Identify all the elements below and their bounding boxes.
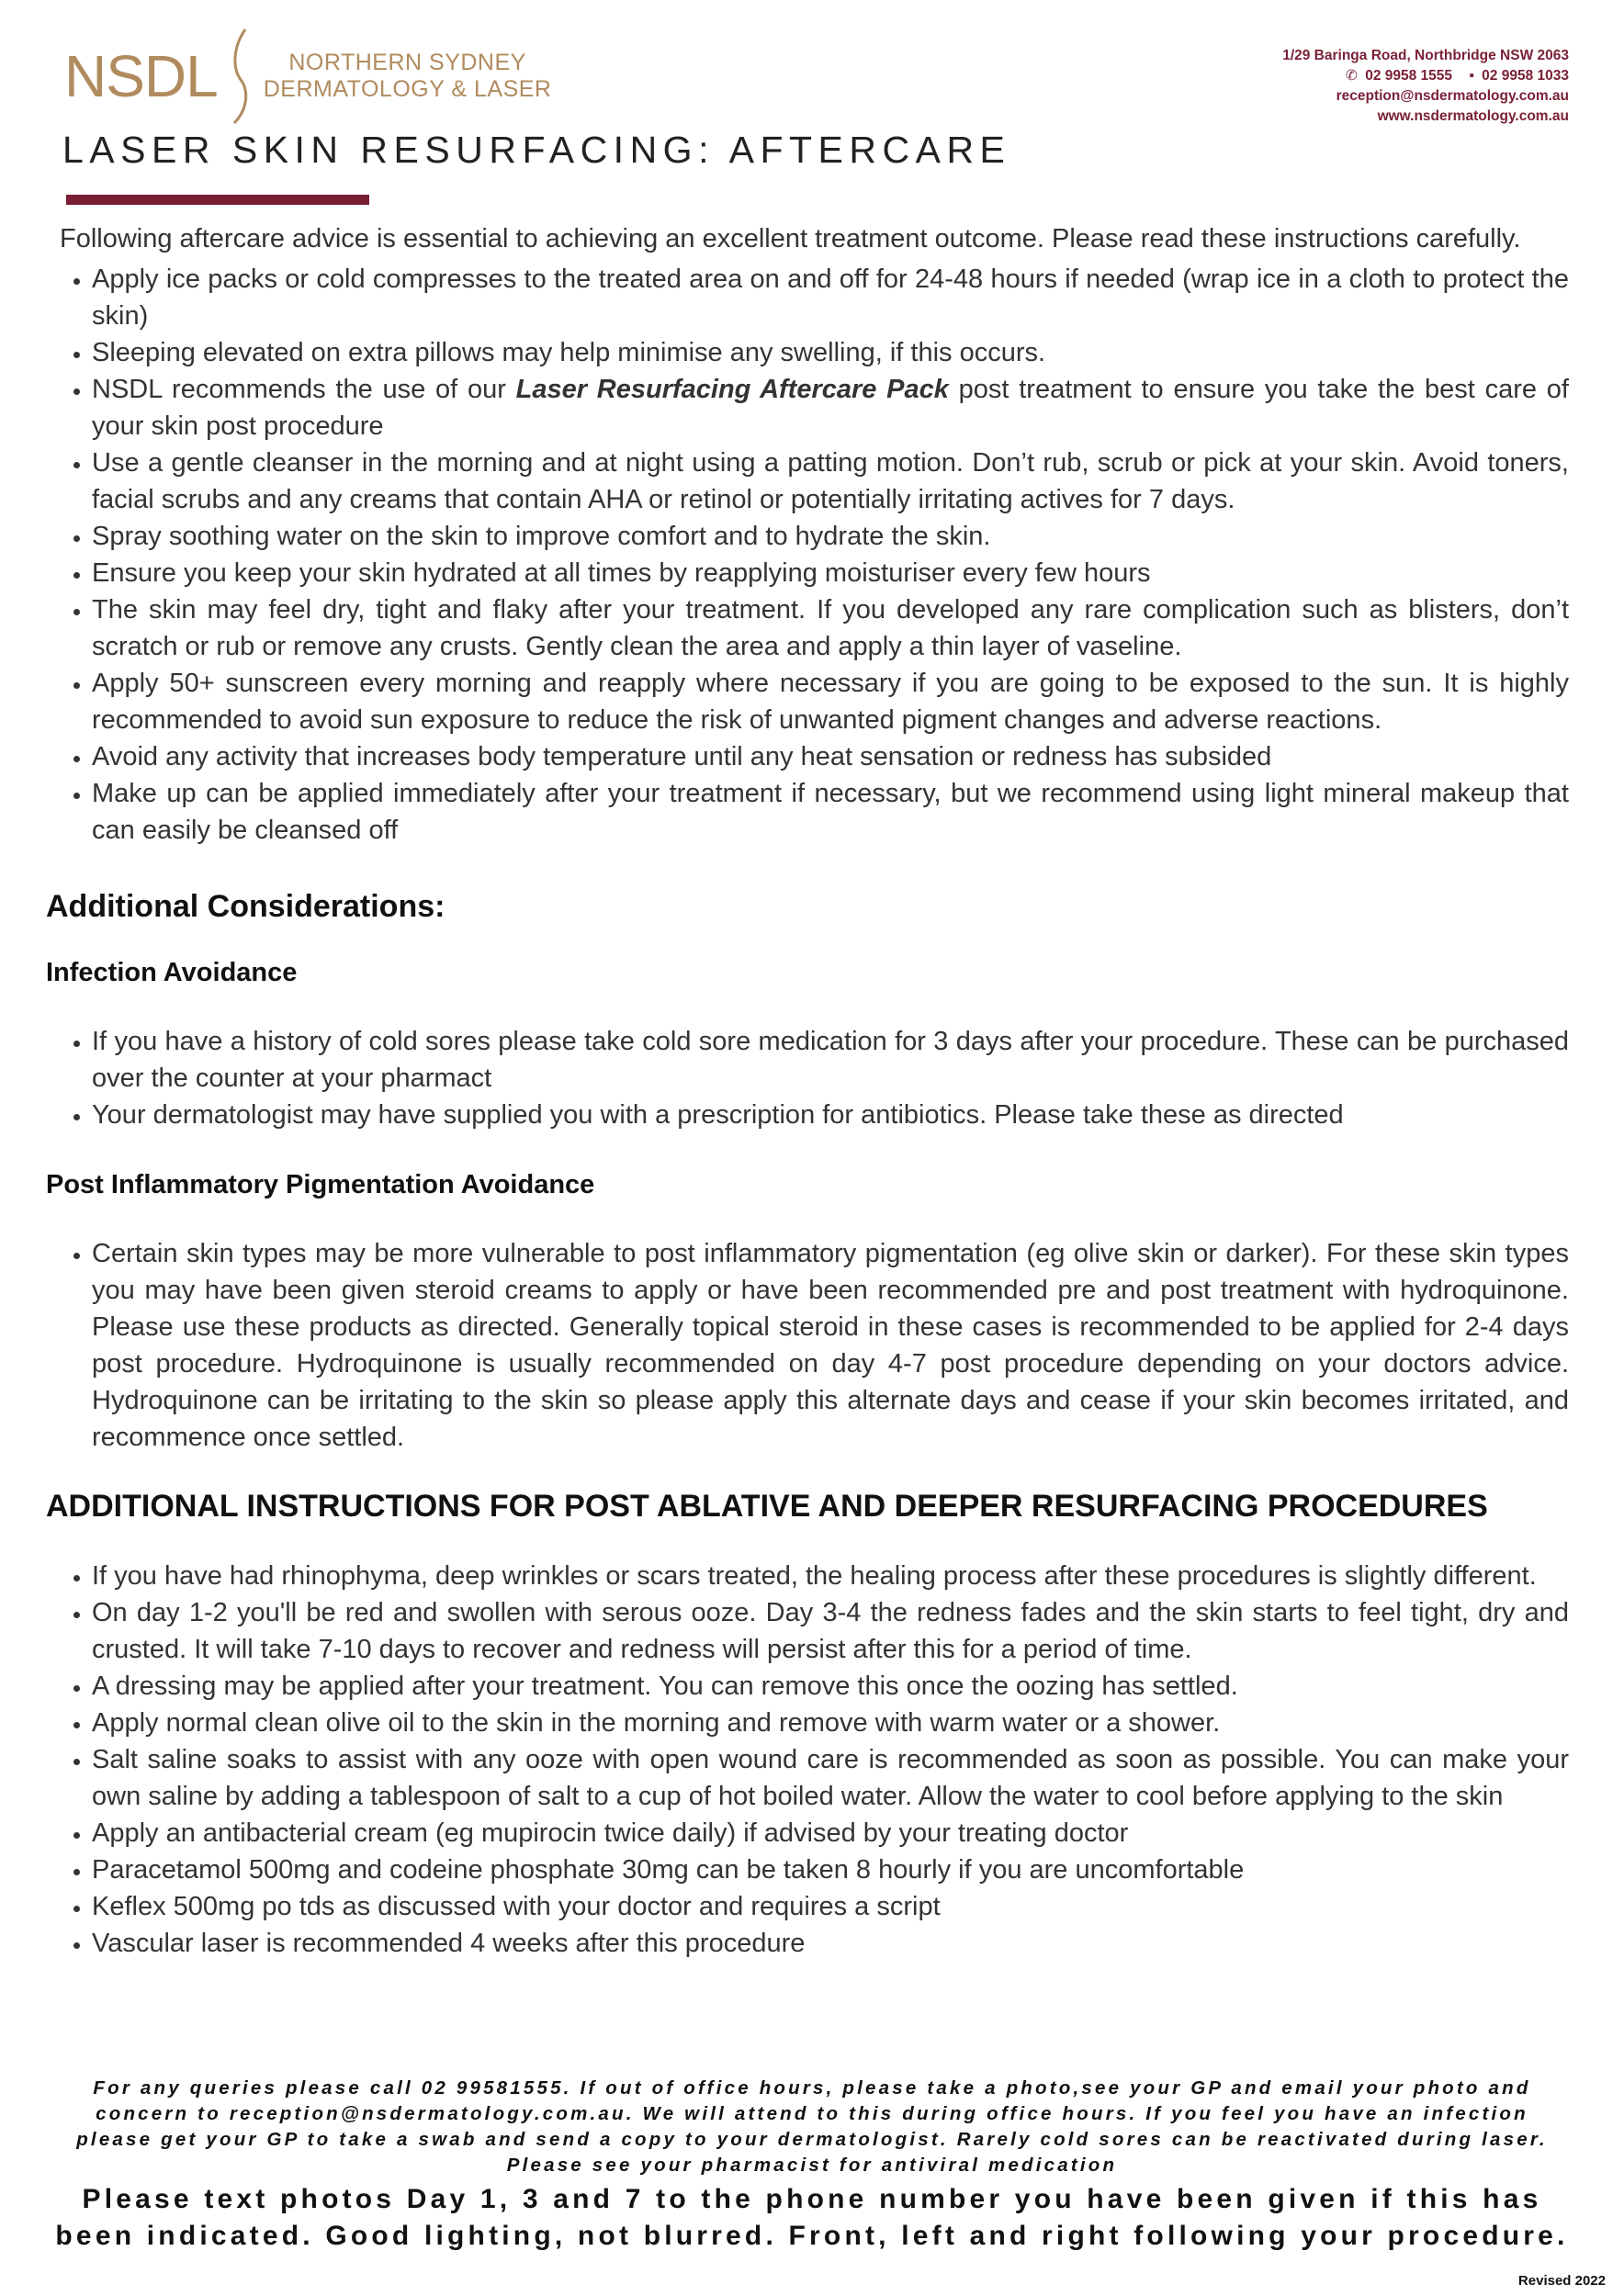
list-item: • Apply normal clean olive oil to the skin in the morning and remove with warm water or a shower. [92,1705,1569,1741]
contact-block [1282,46,1569,127]
list-item: • Paracetamol 500mg and codeine phosphate 30mg can be taken 8 hourly if you are uncomfortable [92,1851,1569,1888]
revised-date: Revised 2022 [1517,2273,1606,2289]
pigmentation-list [46,1235,1569,1456]
list-item: • Salt saline soaks to assist with any ooze with open wound care is recommended as soon as possible. You can make your own saline by adding a tablespoon of salt to a cup of hot boiled water. Allow the water to cool before applying to the skin [92,1741,1569,1815]
list-item: • Certain skin types may be more vulnerable to post inflammatory pigmentation (eg olive skin or darker). For these skin types you may have been given steroid creams to apply or have been recommended pre and post treatment with hydroquinone. Please use these products as directed. Generally topical steroid in these cases is recommended to be applied for 2-4 days post procedure. Hydroquinone is usually recommended on day 4-7 post procedure depending on your doctors advice. Hydroquinone can be irritating to the skin so please apply this alternate days and cease if your skin becomes irritated, and recommence once settled. [92,1235,1569,1456]
fax-number: 02 9958 1033 [1482,68,1569,84]
list-item: • Make up can be applied immediately after your treatment if necessary, but we recommend using light mineral makeup that can easily be cleansed off [92,775,1569,849]
logo-line-2: DERMATOLOGY & LASER [263,76,552,102]
logo-text [264,50,552,103]
list-item: • Apply an antibacterial cream (eg mupirocin twice daily) if advised by your treating doctor [92,1815,1569,1851]
list-item: • Apply ice packs or cold compresses to the treated area on and off for 24-48 hours if needed (wrap ice in a cloth to protect the skin) [92,261,1569,334]
item-text: NSDL recommends the use of our [92,375,516,404]
list-item: • Sleeping elevated on extra pillows may help minimise any swelling, if this occurs. [92,334,1569,371]
title-underline [66,195,369,205]
main-content [46,220,1569,1962]
website[interactable]: www.nsdermatology.com.au [1377,108,1569,124]
list-item: • Ensure you keep your skin hydrated at all times by reapplying moisturiser every few hours [92,555,1569,591]
intro-text: Following aftercare advice is essential to achieving an excellent treatment outcome. Please read these instructions carefully. [60,224,1521,253]
list-item: • Avoid any activity that increases body temperature until any heat sensation or redness has subsided [92,738,1569,775]
list-item: • Your dermatologist may have supplied you with a prescription for antibiotics. Please take these as directed [92,1097,1569,1133]
list-item: • Apply 50+ sunscreen every morning and reapply where necessary if you are going to be exposed to the sun. It is highly recommended to avoid sun exposure to reduce the risk of unwanted pigment changes and adverse reactions. [92,665,1569,738]
phone-row [1282,66,1569,86]
list-item: • Spray soothing water on the skin to improve comfort and to hydrate the skin. [92,518,1569,555]
page-title: LASER SKIN RESURFACING: AFTERCARE [62,129,1011,171]
list-item: • Keflex 500mg po tds as discussed with your doctor and requires a script [92,1888,1569,1925]
ablative-list [46,1558,1569,1962]
list-item: • On day 1-2 you'll be red and swollen with serous ooze. Day 3-4 the redness fades and the skin starts to feel tight, dry and crusted. It will take 7-10 days to recover and redness will persist after this for a period of time. [92,1594,1569,1668]
address: 1/29 Baringa Road, Northbridge NSW 2063 [1282,48,1569,63]
list-item: • Use a gentle cleanser in the morning and at night using a patting motion. Don’t rub, scrub or pick at your skin. Avoid toners, facial scrubs and any creams that contain AHA or retinol or potentially irritating actives for 7 days. [92,445,1569,518]
logo-line-1: NORTHERN SYDNEY [288,50,526,76]
queries-note: For any queries please call 02 99581555. If out of office hours, please take a photo,see your GP and email your photo and concern to reception@nsdermatology.com.au. We will attend to this during office hours. If you feel you have an infection please get your GP to take a swab and send a copy to your dermatologist. Rarely cold sores can be reactivated during laser. Please see your pharmacist for antiviral medication [76,2077,1548,2176]
aftercare-list [46,261,1569,849]
item-text: post treatment to ensure you take the best care of your skin post procedure [92,375,1569,441]
phone-icon: ✆ [1345,68,1358,84]
infection-list [46,1023,1569,1133]
clinic-logo [64,26,551,127]
list-item: • If you have had rhinophyma, deep wrinkles or scars treated, the healing process after these procedures is slightly different. [92,1558,1569,1594]
logo-swoosh-icon [229,26,253,127]
ablative-heading: ADDITIONAL INSTRUCTIONS FOR POST ABLATIVE AND DEEPER RESURFACING PROCEDURES [46,1489,1488,1524]
fax-icon: ▪ [1469,68,1474,84]
list-item: • The skin may feel dry, tight and flaky after your treatment. If you developed any rare complication such as blisters, don’t scratch or rub or remove any crusts. Gently clean the area and apply a thin layer of vaseline. [92,591,1569,665]
photo-instructions: Please text photos Day 1, 3 and 7 to the phone number you have been given if this has been indicated. Good lighting, not blurred. Front, left and right following your procedure. [55,2184,1569,2251]
list-item: • A dressing may be applied after your treatment. You can remove this once the oozing has settled. [92,1668,1569,1705]
list-item [92,371,1569,445]
logo-mark: NSDL [64,43,218,109]
additional-considerations-heading: Additional Considerations: [46,889,445,924]
aftercare-pack-name: Laser Resurfacing Aftercare Pack [515,375,949,404]
phone-number: 02 9958 1555 [1365,68,1453,84]
email[interactable]: reception@nsdermatology.com.au [1336,88,1569,104]
list-item: • Vascular laser is recommended 4 weeks after this procedure [92,1925,1569,1962]
list-item: • If you have a history of cold sores please take cold sore medication for 3 days after your procedure. These can be purchased over the counter at your pharmact [92,1023,1569,1097]
infection-heading: Infection Avoidance [46,958,298,987]
pigmentation-heading: Post Inflammatory Pigmentation Avoidance [46,1170,595,1199]
